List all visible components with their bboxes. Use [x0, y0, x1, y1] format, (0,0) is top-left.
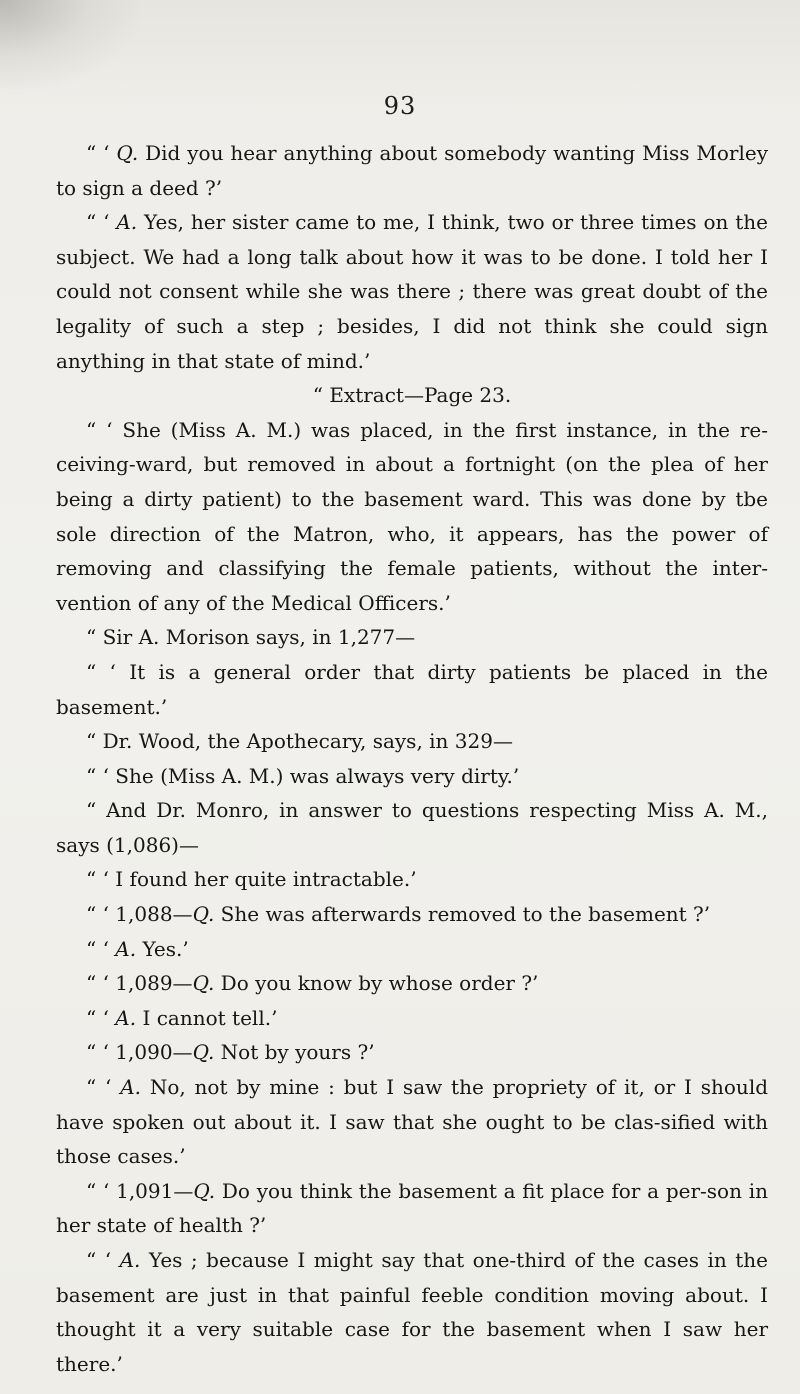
paragraph-text: She (Miss A. M.) was placed, in the first instance, in the re-ceiving-ward, but removed in about a fortnight (on the plea of her being a dirty patient) to the basement ward. This was done by tbe sole direction of the Matron, who, it appears, has the power of removing and classifying the female patients, without the inter-vention of any of the Medical Officers.’ [56, 417, 768, 615]
paragraph-text: “ Dr. Wood, the Apothecary, says, in 329— [86, 729, 513, 754]
page-corner-shadow [0, 0, 140, 90]
body-text [56, 136, 768, 1381]
paragraph-text: Did you hear anything about somebody wanting Miss Morley to sign a deed ?’ [56, 141, 769, 200]
paragraph-q-1089 [56, 966, 768, 1001]
paragraph-a-yes [56, 932, 768, 967]
quote-prefix: “ ‘ [86, 659, 130, 684]
paragraph-wood [56, 724, 768, 759]
quote-prefix: “ ‘ [86, 210, 117, 235]
quote-prefix: “ ‘ 1,088— [86, 902, 193, 927]
quote-prefix: “ ‘ [86, 417, 123, 442]
paragraph-monro [56, 793, 768, 862]
speaker-tag: A. [119, 1248, 141, 1272]
speaker-tag: Q. [192, 971, 215, 996]
speaker-tag: A. [116, 210, 138, 235]
quote-prefix: “ ‘ 1,091— [86, 1178, 194, 1203]
page-number: 93 [383, 92, 417, 120]
speaker-tag: Q. [193, 1178, 216, 1203]
paragraph-text: I cannot tell.’ [136, 1005, 278, 1030]
quote-prefix: “ ‘ [86, 141, 117, 165]
quote-prefix: “ ‘ 1,090— [86, 1040, 193, 1065]
quote-prefix: “ ‘ [86, 1248, 120, 1272]
extract-heading [56, 378, 768, 413]
quote-prefix: “ ‘ [86, 1075, 121, 1100]
paragraph-q-1088 [56, 897, 768, 932]
paragraph-text: Do you think the basement a fit place for a per-son in her state of health ?’ [56, 1178, 768, 1238]
paragraph-text: I found her quite intractable.’ [115, 867, 417, 892]
paragraph-text: Yes, her sister came to me, I think, two or three times on the subject. We had a long talk about how it was to be done. I told her I could not consent while she was there ; there was great doubt of the legality of such a step ; besides, I did not think she could sign anything in that state of mind.’ [56, 210, 768, 373]
quote-prefix: “ ‘ [86, 1005, 116, 1030]
quote-prefix: “ ‘ [86, 763, 116, 788]
speaker-tag: Q. [116, 141, 139, 165]
paragraph-text: Do you know by whose order ?’ [214, 971, 539, 996]
paragraph-q-1091 [56, 1174, 768, 1243]
paragraph-text: She was afterwards removed to the basement ?’ [214, 902, 711, 927]
paragraph-q-1090 [56, 1035, 768, 1070]
paragraph-a-sister [56, 205, 768, 378]
paragraph-text: Yes ; because I might say that one-third of the cases in the basement are just in that painful feeble condition moving about. I thought it a very suitable case for the basement when I saw her there.’ [56, 1248, 769, 1376]
speaker-tag: Q. [192, 902, 215, 927]
paragraph-a-cannot-tell [56, 1001, 768, 1036]
paragraph-a-not-mine [56, 1070, 768, 1174]
paragraph-text: Not by yours ?’ [214, 1040, 375, 1065]
quote-prefix: “ ‘ [86, 936, 116, 961]
speaker-tag: A. [120, 1075, 142, 1100]
paragraph-extract [56, 413, 768, 621]
paragraph-always-dirty [56, 759, 768, 794]
paragraph-text: Yes.’ [136, 936, 189, 961]
quote-prefix: “ ‘ [86, 867, 116, 892]
quote-prefix: “ ‘ 1,089— [86, 971, 193, 996]
paragraph-text: It is a general order that dirty patients be placed in the basement.’ [56, 659, 769, 719]
paragraph-q-deed [56, 136, 768, 205]
paragraph-text: She (Miss A. M.) was always very dirty.’ [115, 763, 520, 788]
speaker-tag: A. [115, 1005, 137, 1030]
paragraph-a-one-third [56, 1243, 768, 1381]
speaker-tag: Q. [192, 1040, 215, 1065]
paragraph-intractable [56, 862, 768, 897]
paragraph-text: “ Sir A. Morison says, in 1,277— [86, 625, 416, 650]
paragraph-general-order [56, 655, 768, 724]
paragraph-text: “ Extract—Page 23. [312, 383, 512, 408]
speaker-tag: A. [115, 936, 137, 961]
paragraph-text: “ And Dr. Monro, in answer to questions respecting Miss A. M., says (1,086)— [56, 798, 768, 857]
paragraph-morison [56, 620, 768, 655]
paragraph-text: No, not by mine : but I saw the propriety of it, or I should have spoken out about it. I saw that she ought to be clas-sified with those cases.’ [56, 1075, 769, 1169]
